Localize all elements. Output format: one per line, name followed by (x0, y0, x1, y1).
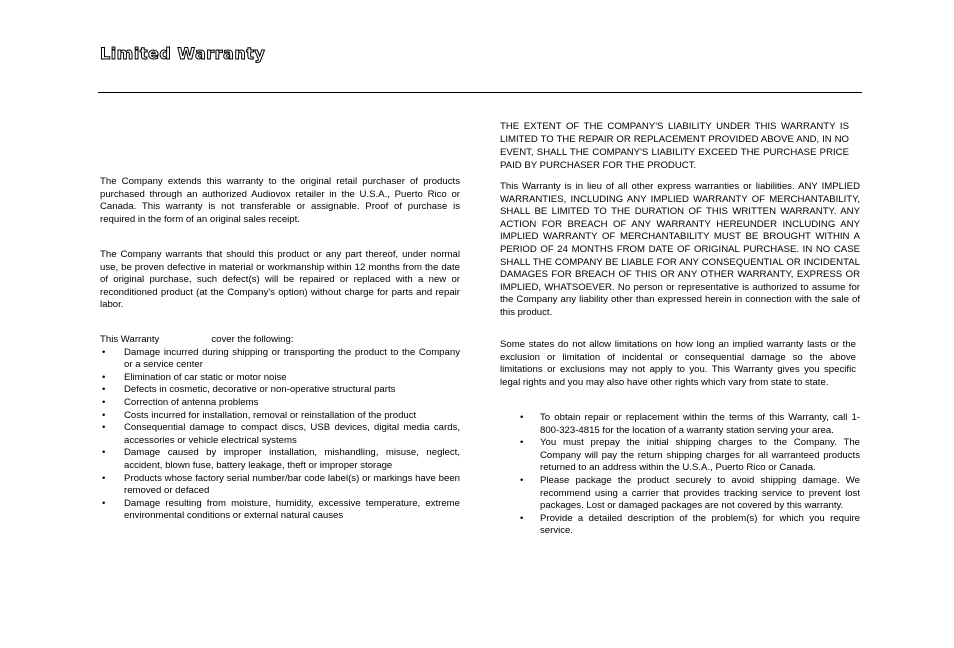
list-item: • Please package the product securely to avoid shipping damage. We recommend using a carrier that provides tracking service to prevent lost packages. Lost or damaged packages are not covered by this warranty. (500, 475, 860, 513)
page-title: Limited Warranty (100, 44, 266, 63)
title-rule (98, 92, 862, 93)
list-item: • To obtain repair or replacement within the terms of this Warranty, call 1-800-323-4815 for the location of a warranty station serving your area. (500, 412, 860, 437)
list-item: • Defects in cosmetic, decorative or non-operative structural parts (100, 384, 460, 397)
exclusions-intro-b: cover the following: (211, 334, 294, 345)
list-item: • Correction of antenna problems (100, 397, 460, 410)
implied-warranty-paragraph: This Warranty is in lieu of all other express warranties or liabilities. ANY IMPLIED WARRANTIES, INCLUDING ANY IMPLIED WARRANTY OF MERCHANTABILITY, SHALL BE LIMITED TO THE DURATION OF THIS WRITTEN WARRANTY. ANY ACTION FOR BREACH OF ANY WARRANTY HEREUNDER INCLUDING ANY IMPLIED WARRANTY OF MERCHANTABILITY MUST BE BROUGHT WITHIN A PERIOD OF 24 MONTHS FROM DATE OF ORIGINAL PURCHASE. IN NO CASE SHALL THE COMPANY BE LIABLE FOR ANY CONSEQUENTIAL OR INCIDENTAL DAMAGES FOR BREACH OF THIS OR ANY OTHER WARRANTY, EXPRESS OR IMPLIED, WHATSOEVER. No person or representative is authorized to assume for the Company any liability other than expressed herein in connection with the sale of this product. (500, 181, 860, 318)
liability-section (500, 120, 849, 172)
list-item: • Damage caused by improper installation, mishandling, misuse, neglect, accident, blown fuse, battery leakage, theft or improper storage (100, 447, 460, 472)
liability-paragraph: THE EXTENT OF THE COMPANY'S LIABILITY UNDER THIS WARRANTY IS LIMITED TO THE REPAIR OR REPLACEMENT PROVIDED ABOVE AND, IN NO EVENT, SHALL THE COMPANY'S LIABILITY EXCEED THE PURCHASE PRICE PAID BY PURCHASER FOR THE PRODUCT. (500, 121, 849, 171)
left-column-2 (100, 249, 460, 312)
list-item: • Costs incurred for installation, removal or reinstallation of the product (100, 410, 460, 423)
list-item: • Elimination of car static or motor noise (100, 372, 460, 385)
list-item: • Consequential damage to compact discs, USB devices, digital media cards, accessories or vehicle electrical systems (100, 422, 460, 447)
list-item: • Products whose factory serial number/bar code label(s) or markings have been removed or defaced (100, 473, 460, 498)
list-item: • You must prepay the initial shipping charges to the Company. The Company will pay the return shipping charges for all warranteed products returned to an address within the U.S.A., Puerto Rico or Canada. (500, 437, 860, 475)
exclusions-intro (100, 334, 460, 347)
implied-warranty-section (500, 181, 860, 320)
state-rights-paragraph: Some states do not allow limitations on how long an implied warranty lasts or the exclusion or limitation of incidental or consequential damage so the above limitations or exclusions may not apply to you. This Warranty gives you specific legal rights and you may also have other rights which vary from state to state. (500, 339, 856, 388)
left-column (100, 176, 460, 226)
exclusions-list (100, 347, 460, 523)
service-list (500, 412, 860, 538)
exclusions-intro-a: This Warranty (100, 334, 160, 345)
list-item: • Damage incurred during shipping or transporting the product to the Company or a service center (100, 347, 460, 372)
coverage-paragraph: The Company warrants that should this product or any part thereof, under normal use, be proven defective in material or workmanship within 12 months from the date of original purchase, such defect(s) will be repaired or replaced with a new or reconditioned product (at the Company's option) without charge for parts and repair labor. (100, 249, 460, 311)
list-item: • Damage resulting from moisture, humidity, excessive temperature, extreme environmental conditions or external natural causes (100, 498, 460, 523)
exclusions-section (100, 334, 460, 523)
state-rights-section (500, 339, 856, 389)
service-section (500, 412, 860, 538)
eligibility-paragraph: The Company extends this warranty to the original retail purchaser of products purchased through an authorized Audiovox retailer in the U.S.A., Puerto Rico or Canada. This warranty is not transferable or assignable. Proof of purchase is required in the form of an original sales receipt. (100, 176, 460, 225)
list-item: • Provide a detailed description of the problem(s) for which you require service. (500, 513, 860, 538)
